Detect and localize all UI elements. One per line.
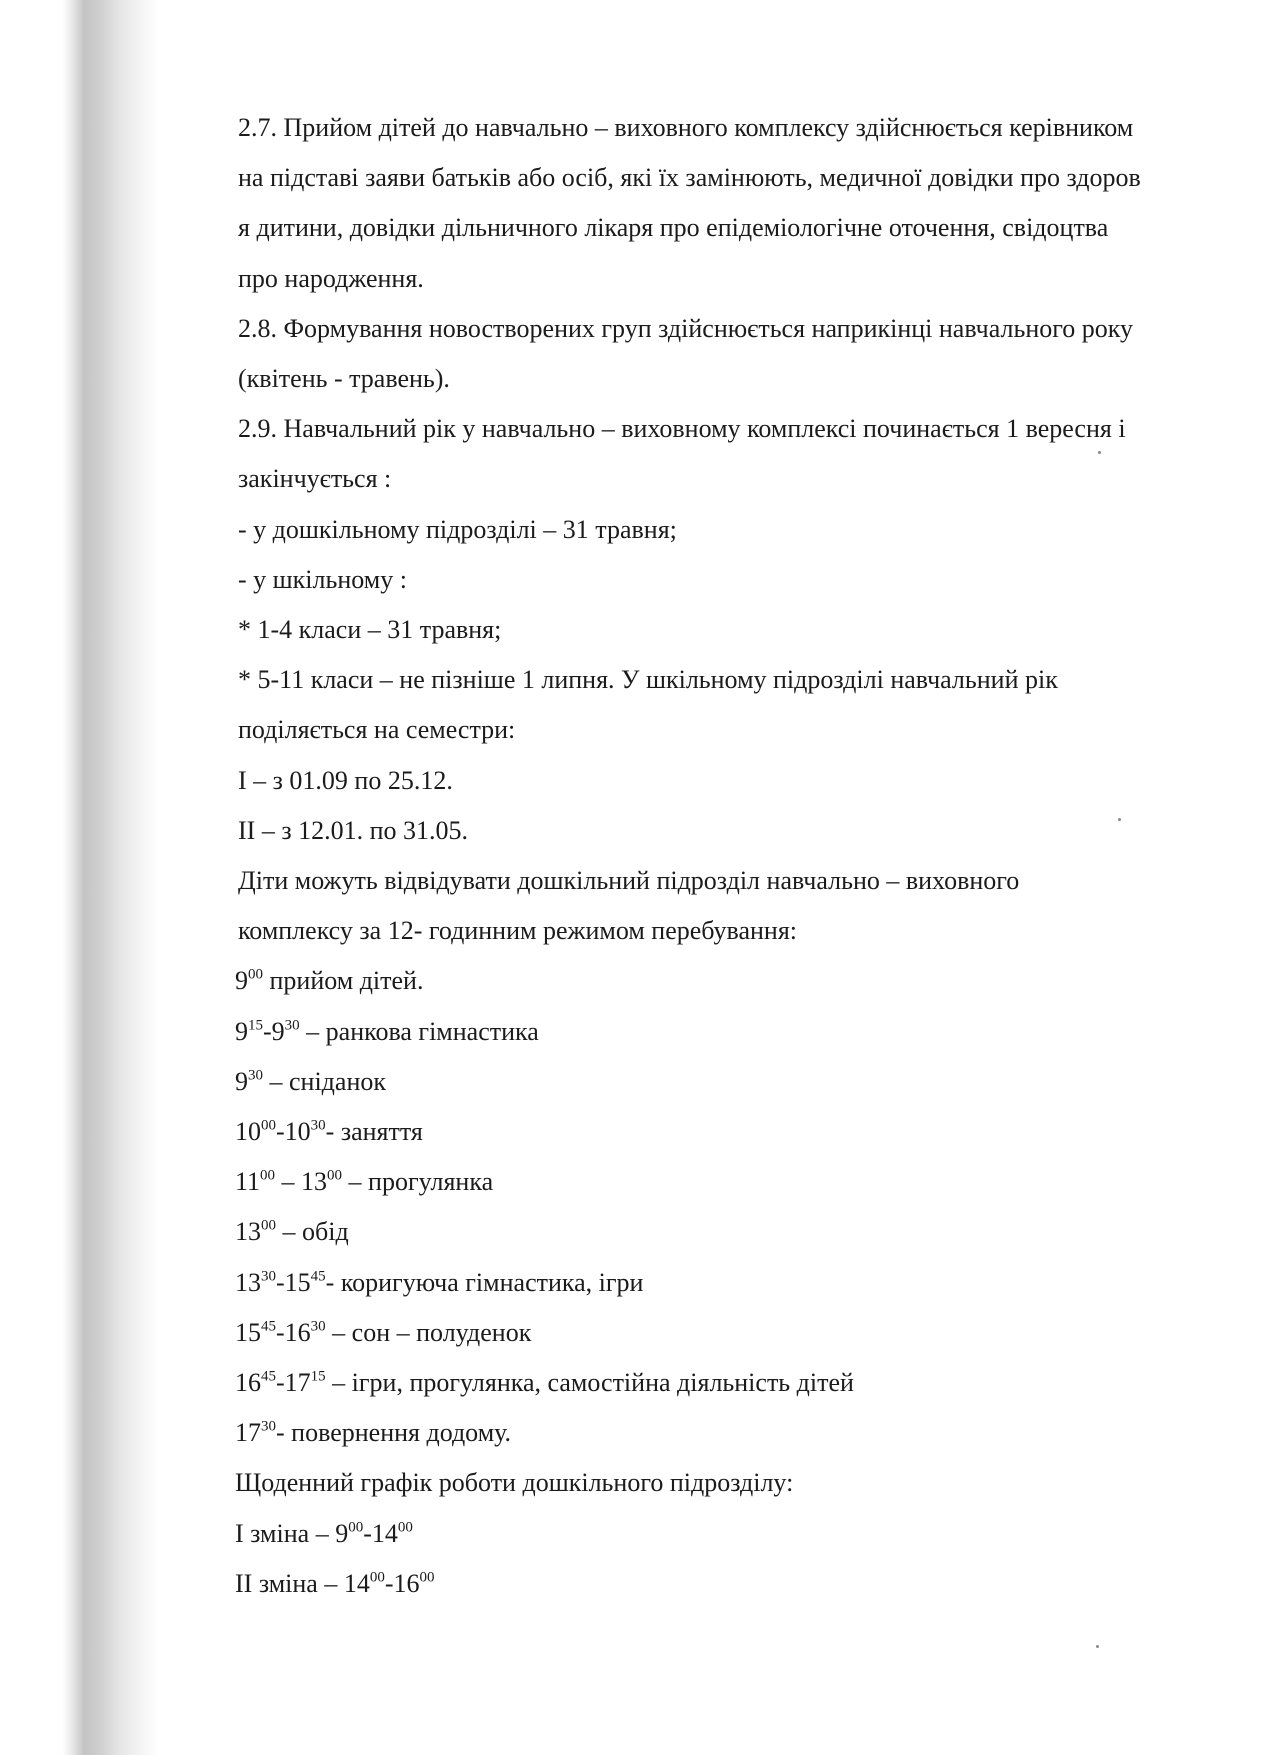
graph-title: Щоденний графік роботи дошкільного підрозділу: (235, 1468, 794, 1498)
text-line: поділяється на семестри: (238, 715, 516, 745)
text-line: я дитини, довідки дільничного лікаря про епідеміологічне оточення, свідоцтва (238, 213, 1109, 243)
text-line: на підставі заяви батьків або осіб, які їх замінюють, медичної довідки про здоров (238, 163, 1141, 193)
text-line: 2.8. Формування новостворених груп здійснюється наприкінці навчального року (238, 313, 1134, 343)
text-line: II – з 12.01. по 31.05. (238, 815, 469, 845)
schedule-item: $13^{00}$ – обід (235, 1217, 349, 1247)
schedule-item: $15^{45}-16^{30}$ – сон – полуденок (235, 1317, 532, 1347)
text-line: 2.7. Прийом дітей до навчально – виховного комплексу здійснюється керівником (238, 113, 1134, 142)
text-line: 2.9. Навчальний рік у навчально – виховному комплексі починається 1 вересня і (238, 414, 1126, 444)
schedule-item: $13^{30}-15^{45}-$ коригуюча гімнастика, ігри (235, 1267, 644, 1297)
shift-item: I зміна – $9^{00}-14^{00}$ (235, 1518, 413, 1548)
document-page (235, 103, 1238, 1609)
scan-binding-shadow (0, 0, 160, 1755)
text-line: (квітень - травень). (238, 364, 450, 394)
text-line: - у шкільному : (238, 564, 407, 594)
schedule-item: $9^{15}-9^{30}$ – ранкова гімнастика (235, 1016, 539, 1046)
schedule-item: $11^{00} - 13^{00}$ – прогулянка (235, 1167, 494, 1197)
text-line: закінчується : (238, 464, 392, 494)
text-line: I – з 01.09 по 25.12. (238, 765, 453, 795)
schedule-item: $9^{30}$ – сніданок (235, 1066, 386, 1096)
schedule-item: $10^{00}-10^{30}-$ заняття (235, 1117, 423, 1147)
text-line: Діти можуть відвідувати дошкільний підрозділ навчально – виховного (238, 866, 1020, 896)
schedule-item: $17^{30}-$ повернення додому. (235, 1418, 512, 1448)
text-line: - у дошкільному підрозділі – 31 травня; (238, 514, 677, 544)
text-line: * 1-4 класи – 31 травня; (238, 615, 502, 645)
schedule-item: $16^{45}-17^{15}$ – ігри, прогулянка, самостійна діяльність дітей (235, 1368, 854, 1398)
daily-schedule (235, 956, 1238, 1458)
shift-item: II зміна – $14^{00}-16^{00}$ (235, 1568, 435, 1598)
text-line: * 5-11 класи – не пізніше 1 липня. У шкільному підрозділі навчальний рік (238, 665, 1058, 695)
schedule-item: $9^{00}$ прийом дітей. (235, 966, 424, 996)
text-line: про народження. (238, 263, 424, 293)
text-line: комплексу за 12- годинним режимом перебування: (238, 916, 797, 946)
scan-speck (1096, 1645, 1099, 1648)
